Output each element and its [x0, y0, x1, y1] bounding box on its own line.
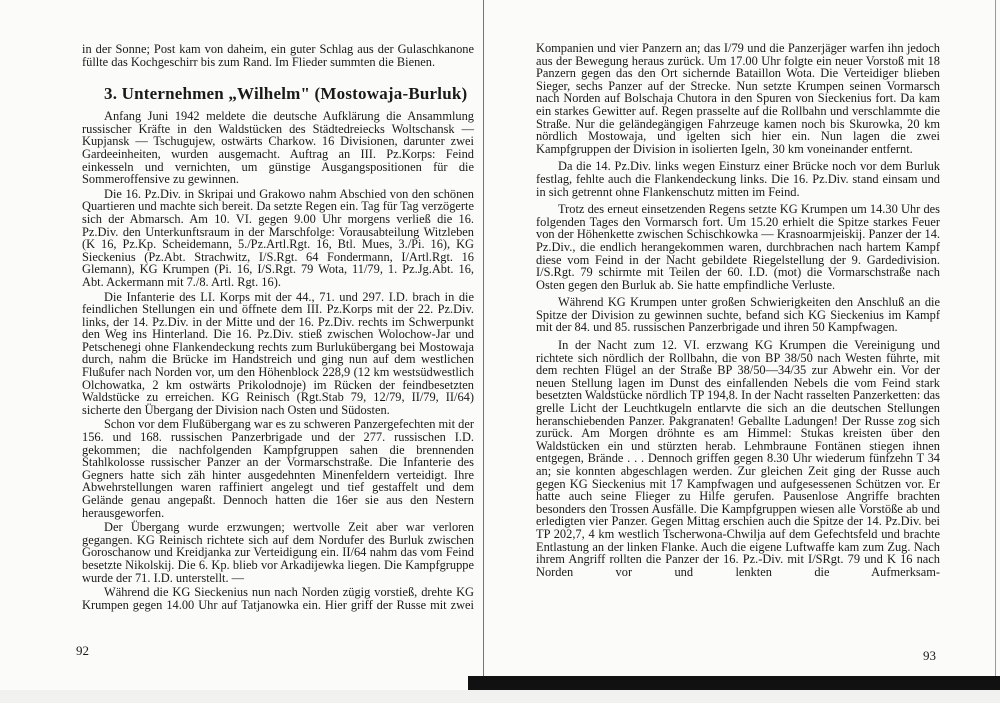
paragraph: Während die KG Sieckenius nun nach Norden zügig vorstieß, drehte KG Krumpen gegen 14.00 Uhr auf Tatjanowka ein. Hier griff der Russe mit zwei — [82, 585, 474, 612]
continued-paragraph: in der Sonne; Post kam von daheim, ein guter Schlag aus der Gulaschkanone füllte das Kochgeschirr bis zum Rand. Im Flieder summten die Bienen. — [82, 42, 474, 69]
continued-paragraph: Kompanien und vier Panzern an; das I/79 und die Panzerjäger warfen ihn jedoch aus der Bewegung heraus zurück. Um 17.00 Uhr folgte ein neuer Vorstoß mit 18 Panzern gegen das den Ort sichernde Bataillon Wota. Die Verteidiger blieben Sieger, sechs Panzer auf der Strecke. Nun setzte Krumpen seinen Vormarsch nach Norden auf Bolschaja Chutora in den Spuren von Sieckenius fort. Da kam ein starkes Gewitter auf. Regen prasselte auf die Rollbahn und verschlammte die Straße. Nur die geländegängigen Fahrzeuge kamen noch bis Skurowka, 20 km nördlich Mostowaja, und igelten sich hier ein. Nun lagen die zwei Kampfgruppen der Division in isolierten Igeln, 30 km voneinander entfernt. — [536, 41, 940, 156]
paragraph: Trotz des erneut einsetzenden Regens setzte KG Krumpen um 14.30 Uhr des folgenden Tages den Vormarsch fort. Um 15.20 erhielt die Spitze starkes Feuer von der Höhenkette zwischen Schischkowka — Krasnoarmjeiskij. Panzer der 14. Pz.Div., die endlich herangekommen waren, durchbrachen nach hartem Kampf diese vom Feind in der Nacht gebildete Riegelstellung der 9. Gardedivision. I/S.Rgt. 79 schirmte mit Teilen der 60. I.D. (mot) die Vormarschstraße nach Osten gegen den Burluk ab. Sie hatte empfindliche Verluste. — [536, 202, 940, 292]
right-page-text — [536, 42, 940, 580]
book-gutter-line — [483, 0, 484, 678]
scan-black-bar — [468, 676, 1000, 690]
paragraph: In der Nacht zum 12. VI. erzwang KG Krumpen die Vereinigung und richtete sich nördlich der Rollbahn, die von BP 38/50 nach Westen führte, mit dem rechten Flügel an der Straße BP 38/50—34/35 zur Abwehr ein. Vor der neuen Stellung lagen im Dunst des einfallenden Nebels die vom Feind stark besetzten Waldstücke nördlich TP 194,8. In der Nacht rasselten Panzerketten: das grelle Licht der Leuchtkugeln entlarvte die sich an die deutschen Stellungen heranschiebenden Panzer. Pakgranaten! Geballte Ladungen! Der Russe zog sich zurück. Am Morgen dröhnte es am Himmel: Stukas kreisten über den Waldstücken ein und stürzten herab. Lehmbraune Fontänen stiegen ihnen entgegen, Brände . . . Dennoch griffen gegen 8.30 Uhr wiederum fünfzehn T 34 an; sie konnten abgeschlagen werden. Zur gleichen Zeit ging der Russe auch gegen KG Sieckenius mit 17 Kampfwagen und aufgesessenen Schützen vor. Er hatte auch seine Flieger zu Hilfe gerufen. Pausenlose Angriffe brachten besonders den Trossen Ausfälle. Die Kampfgruppen wiesen alle Vorstöße ab und erledigten vier Panzer. Gegen Mittag erschien auch die Spitze der 14. Pz.Div. bei TP 202,7, 4 km westlich Tscherwona-Chwilja auf dem Gefechtsfeld und brachte Entlastung an der linken Flanke. Auch die eigene Luftwaffe kam zum Zug. Nach ihrem Angriff rollten die Panzer der 16. Pz.-Div. mit I/SRgt. 79 und K 16 nach Norden vor und lenkten die Aufmerksam- — [536, 338, 940, 579]
paragraph: Schon vor dem Flußübergang war es zu schweren Panzergefechten mit der 156. und 168. russischen Panzerbrigade und der 277. russischen I.D. gekommen; die nachfolgenden Kampfgruppen sahen die brennenden Stahlkolosse russischer Panzer an der Vormarschstraße. Die Infanterie des Gegners hatte sich zäh hinter ausgedehnten Minenfeldern verteidigt. Ihre Abwehrstellungen waren raffiniert angelegt und tief gestaffelt und dem Gelände genau angepaßt. Dennoch hatten die 16er sie aus den Nestern herausgeworfen. — [82, 417, 474, 520]
section-heading: 3. Unternehmen „Wilhelm" (Mostowaja-Burluk) — [104, 84, 468, 104]
page-edge-line — [995, 0, 996, 703]
paragraph: Die 16. Pz.Div. in Skripai und Grakowo nahm Abschied von den schönen Quartieren und machte sich bereit. Da setzte Regen ein. Tag für Tag verzögerte sich der Abmarsch. Am 10. VI. gegen 9.00 Uhr morgens verließ die 16. Pz.Div. den Unterkunftsraum in der Marschfolge: Vorausabteilung Witzleben (K 16, Pz.Kp. Scheidemann, 5./Pz.Artl.Rgt. 16, Btl. Mues, 3./Pi. 16), KG Sieckenius (Pz.Abt. Strachwitz, I/S.Rgt. 64 Fondermann, I/Artl.Rgt. 16 Glemann), KG Krumpen (Pi. 16, I/S.Rgt. 79 Wota, 11/79, 1. Pz.Jg.Abt. 16, Abt. Ackermann mit 7./8. Artl. Rgt. 16). — [82, 186, 474, 289]
scan-bottom-margin — [0, 690, 1000, 703]
paragraph: Anfang Juni 1942 meldete die deutsche Aufklärung die Ansammlung russischer Kräfte in den Waldstücken des Städtedreiecks Woltschansk — Kupjansk — Tschugujew, ostwärts Charkow. 16 Divisionen, darunter zwei Gardeeinheiten, wurden ausgemacht. Auftrag an III. Pz.Korps: Feind einkesseln und vernichten, um günstige Ausgangspositionen für die Sommeroffensive zu gewinnen. — [82, 109, 474, 187]
page-number-right: 93 — [923, 648, 936, 663]
paragraph: Während KG Krumpen unter großen Schwierigkeiten den Anschluß an die Spitze der Division zu gewinnen suchte, befand sich KG Sieckenius im Kampf mit der 84. und 85. russischen Panzerbrigade und ihren 50 Kampfwagen. — [536, 295, 940, 335]
paragraph: Die Infanterie des LI. Korps mit der 44., 71. und 297. I.D. brach in die feindlichen Stellungen ein und öffnete dem III. Pz.Korps mit der 22. Pz.Div. links, der 14. Pz.Div. in der Mitte und der 16. Pz.Div. rechts im Schwerpunkt den Weg ins Hinterland. Die 16. Pz.Div. stieß zwischen Wolochow-Jar und Petschenegi ohne Flankendeckung rechts zum Burlukübergang bei Mostowaja durch, nahm die Brücke im Handstreich und ging nun auf dem westlichen Flußufer nach Norden vor, um den Höhenblock 228,9 (12 km westsüdwestlich Olchowatka, 2 km ostwärts Prikolodnoje) im Rücken der feindbesetzten Waldstücke zu erreichen. KG Reinisch (Rgt.Stab 79, 12/79, II/79, II/64) sicherte den Übergang der Division nach Osten und Südosten. — [82, 289, 474, 417]
page-number-left: 92 — [76, 643, 89, 658]
paragraph: Der Übergang wurde erzwungen; wertvolle Zeit aber war verloren gegangen. KG Reinisch richtete sich auf dem Nordufer des Burluk zwischen Goroschanow und Kreidjanka zur Verteidigung ein. II/64 nahm das vom Feind besetzte Nikolskij. Die 6. Kp. blieb vor Arkadijewka liegen. Die Kampfgruppe wurde der 71. I.D. unterstellt. — — [82, 520, 474, 585]
paragraph: Da die 14. Pz.Div. links wegen Einsturz einer Brücke noch vor dem Burluk festlag, fehlte auch die Flankendeckung links. Die 16. Pz.Div. stand einsam und in sich getrennt ohne Flankenschutz mitten im Feind. — [536, 159, 940, 199]
left-page-text — [82, 43, 474, 613]
